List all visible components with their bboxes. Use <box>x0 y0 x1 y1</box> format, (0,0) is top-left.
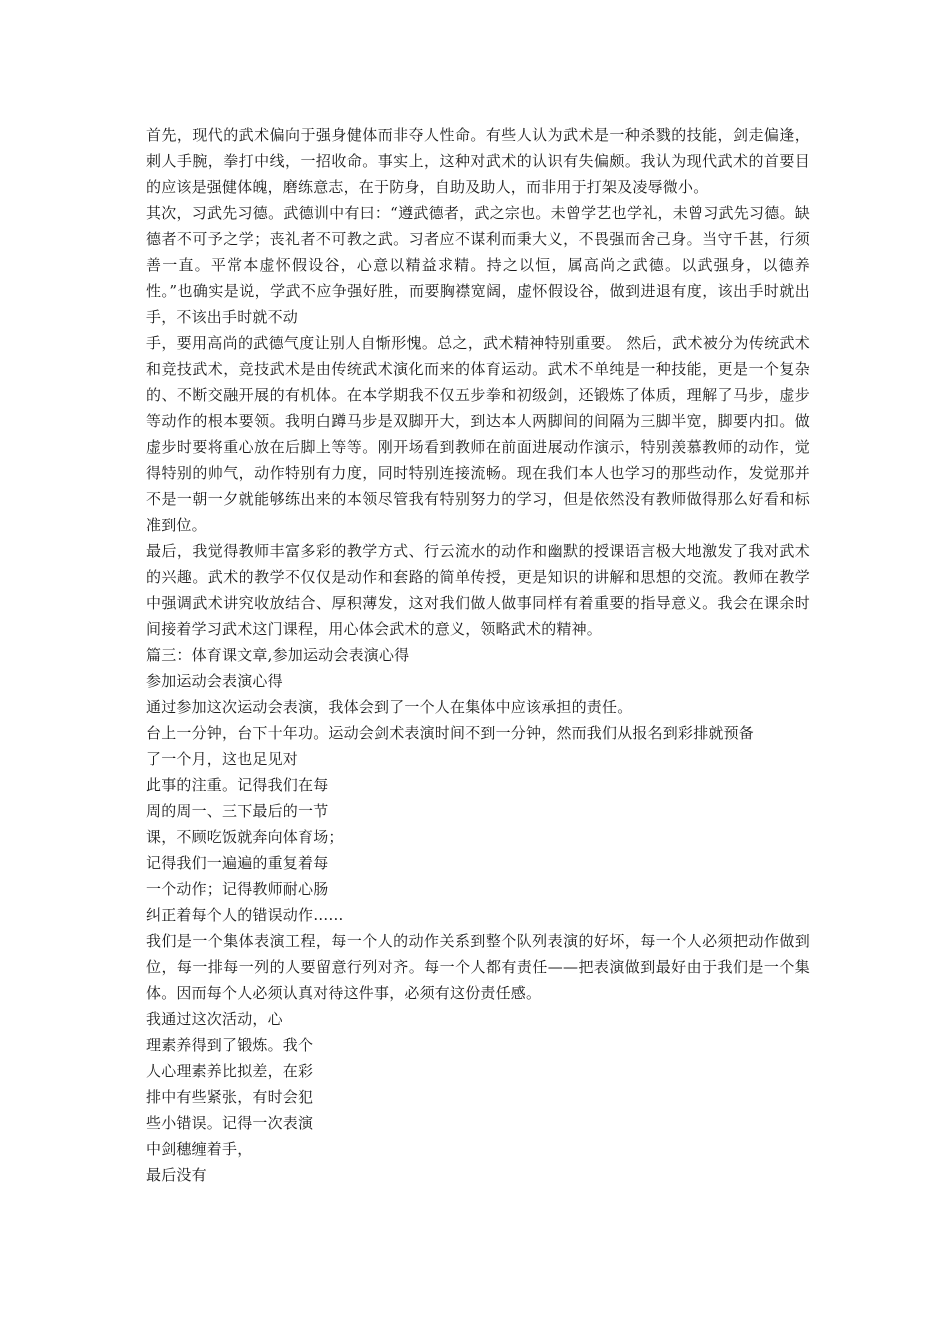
document-body <box>146 122 810 1188</box>
short-line: 最后没有 <box>146 1166 207 1184</box>
section-title: 篇三：体育课文章,参加运动会表演心得 <box>146 646 410 664</box>
short-line: 周的周一、三下最后的一节 <box>146 802 329 820</box>
short-line: 人心理素养比拟差，在彩 <box>146 1062 314 1080</box>
paragraph-teacher-inspiration: 最后，我觉得教师丰富多彩的教学方式、行云流水的动作和幽默的授课语言极大地激发了我对武术的兴趣。武术的教学不仅仅是动作和套路的简单传授，更是知识的讲解和思想的交流。教师在教学中强调武术讲究收放结合、厚积薄发，这对我们做人做事同样有着重要的指导意义。我会在课余时间接着学习武术这门课程，用心体会武术的意义，领略武术的精神。 <box>146 542 810 638</box>
short-line: 记得我们一遍遍的重复着每 <box>146 854 329 872</box>
paragraph-traditional-competitive: 手，要用高尚的武德气度让别人自惭形愧。总之，武术精神特别重要。 然后，武术被分为传统武术和竞技武术，竞技武术是由传统武术演化而来的体育运动。武术不单纯是一种技能，更是一个复杂的、不断交融开展的有机体。在本学期我不仅五步拳和初级剑，还锻炼了体质，理解了马步，虚步等动作的根本要领。我明白蹲马步是双脚开大，到达本人两脚间的间隔为三脚半宽，脚要内扣。做虚步时要将重心放在后脚上等等。刚开场看到教师在前面进展动作演示，特别羡慕教师的动作，觉得特别的帅气，动作特别有力度，同时特别连接流畅。现在我们本人也学习的那些动作，发觉那并不是一朝一夕就能够练出来的本领尽管我有特别努力的学习，但是依然没有教师做得那么好看和标准到位。 <box>146 334 810 534</box>
short-line: 我通过这次活动，心 <box>146 1010 283 1028</box>
short-line: 纠正着每个人的错误动作…… <box>146 906 344 924</box>
short-line: 排中有些紧张，有时会犯 <box>146 1088 314 1106</box>
short-line: 此事的注重。记得我们在每 <box>146 776 329 794</box>
short-line: 一个动作；记得教师耐心肠 <box>146 880 329 898</box>
paragraph-responsibility: 通过参加这次运动会表演，我体会到了一个人在集体中应该承担的责任。 <box>146 698 633 716</box>
paragraph-modern-wushu: 首先，现代的武术偏向于强身健体而非夺人性命。有些人认为武术是一种杀戮的技能，剑走偏逢，刺人手腕，拳打中线，一招收命。事实上，这种对武术的认识有失偏颇。我认为现代武术的首要目的应该是强健体魄，磨练意志，在于防身，自助及助人，而非用于打架及凌辱微小。 <box>146 126 810 196</box>
paragraph-rehearsal: 台上一分钟，台下十年功。运动会剑术表演时间不到一分钟，然而我们从报名到彩排就预备 <box>146 724 755 742</box>
short-line: 理素养得到了锻炼。我个 <box>146 1036 314 1054</box>
paragraph-martial-virtue: 其次，习武先习德。武德训中有曰：“遵武德者，武之宗也。未曾学艺也学礼，未曾习武先习德。缺德者不可予之学；丧礼者不可教之武。习者应不谋利而秉大义，不畏强而舍己身。当守千甚，行须善一直。平常本虚怀假设谷，心意以精益求精。持之以恒，属高尚之武德。以武强身，以德养性。”也确实是说，学武不应争强好胜，而要胸襟宽阔，虚怀假设谷，做到进退有度，该出手时就出手，不该出手时就不动 <box>146 204 810 326</box>
sub-title: 参加运动会表演心得 <box>146 672 283 690</box>
short-line: 课，不顾吃饭就奔向体育场； <box>146 828 344 846</box>
short-line: 了一个月，这也足见对 <box>146 750 299 768</box>
short-line: 些小错误。记得一次表演 <box>146 1114 314 1132</box>
paragraph-team-performance: 我们是一个集体表演工程，每一个人的动作关系到整个队列表演的好坏，每一个人必须把动作做到位，每一排每一列的人要留意行列对齐。每一个人都有责任——把表演做到最好由于我们是一个集体。因而每个人必须认真对待这件事，必须有这份责任感。 <box>146 932 810 1002</box>
short-line: 中剑穗缠着手， <box>146 1140 253 1158</box>
